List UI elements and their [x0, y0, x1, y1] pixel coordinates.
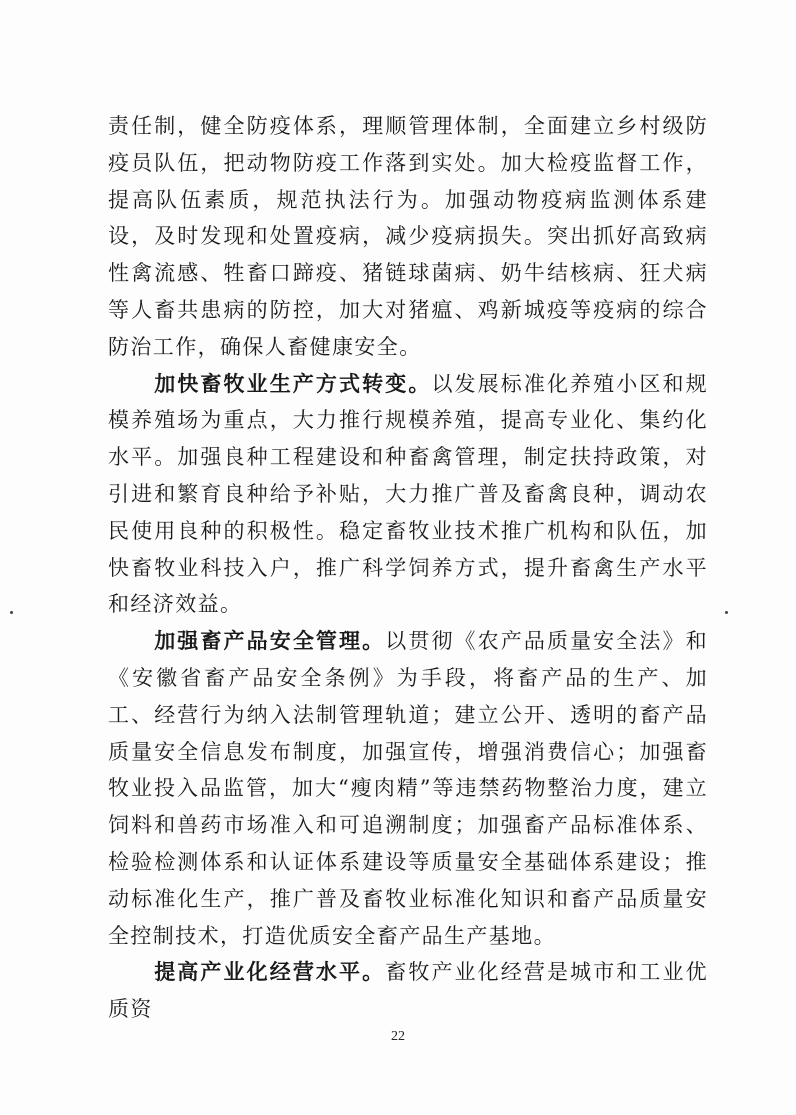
paragraph-text: 责任制，健全防疫体系，理顺管理体制，全面建立乡村级防疫员队伍，把动物防疫工作落到实处。加大检疫监督工作，提高队伍素质，规范执法行为。加强动物疫病监测体系建设，及时发现和处置疫病，减少疫病损失。突出抓好高致病性禽流感、牲畜口蹄疫、猪链球菌病、奶牛结核病、狂犬病等人畜共患病的防控，加大对猪瘟、鸡新城疫等疫病的综合防治工作，确保人畜健康安全。: [108, 114, 708, 359]
paragraph-heading: 加强畜产品安全管理。: [154, 629, 386, 654]
paragraph-text: 以发展标准化养殖小区和规模养殖场为重点，大力推行规模养殖，提高专业化、集约化水平。加强良种工程建设和种畜禽管理，制定扶持政策，对引进和繁育良种给予补贴，大力推广普及畜禽良种，调动农民使用良种的积极性。稳定畜牧业技术推广机构和队伍，加快畜牧业科技入户，推广科学饲养方式，提升畜禽生产水平和经济效益。: [108, 371, 708, 617]
paragraph-industrialization: [108, 954, 708, 1028]
body-text: [108, 108, 708, 1028]
paragraph-text: 畜牧产业化经营是城市和工业优质资: [108, 960, 708, 1022]
paragraph-heading: 提高产业化经营水平。: [154, 960, 386, 985]
paragraph-text: 以贯彻《农产品质量安全法》和《安徽省畜产品安全条例》为手段，将畜产品的生产、加工、经营行为纳入法制管理轨道；建立公开、透明的畜产品质量安全信息发布制度，加强宣传，增强消费信心；加强畜牧业投入品监管，加大“瘦肉精”等违禁药物整治力度，建立饲料和兽药市场准入和可追溯制度；加强畜产品标准体系、检验检测体系和认证体系建设等质量安全基础体系建设；推动标准化生产，推广普及畜牧业标准化知识和畜产品质量安全控制技术，打造优质安全畜产品生产基地。: [108, 629, 708, 948]
paragraph-continuation: [108, 108, 708, 366]
scan-mark: [10, 611, 13, 614]
scan-mark: [725, 611, 728, 614]
paragraph-product-safety: [108, 623, 708, 954]
paragraph-heading: 加快畜牧业生产方式转变。: [154, 371, 432, 396]
paragraph-livestock-production: [108, 366, 708, 624]
page-number: 22: [391, 1029, 405, 1044]
